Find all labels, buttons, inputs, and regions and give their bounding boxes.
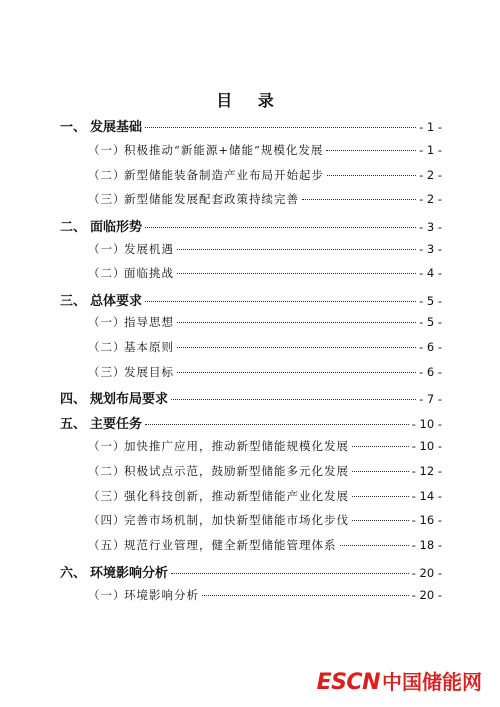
- toc-entry-number: （一）: [88, 242, 126, 256]
- toc-entry-page-number: - 20 -: [411, 588, 442, 602]
- toc-entry-page-number: - 7 -: [419, 392, 442, 406]
- toc-entry-title: 发展基础: [90, 120, 143, 135]
- toc-entry-page-number: - 5 -: [419, 315, 442, 329]
- toc-entry-title: 总体要求: [90, 294, 143, 309]
- toc-entry-number: 五、: [60, 417, 87, 432]
- toc-entry-number: （三）: [88, 365, 126, 379]
- toc-section-entry: [88, 314, 442, 330]
- toc-dot-leader: [177, 347, 416, 348]
- toc-dot-leader: [352, 496, 409, 497]
- toc-chapter-entry: [60, 388, 442, 407]
- toc-entry-number: 四、: [60, 392, 87, 407]
- toc-entry-number: 六、: [60, 566, 87, 581]
- toc-entry-page-number: - 14 -: [411, 489, 442, 503]
- toc-entry-title: 积极推动“新能源+储能”规模化发展: [124, 143, 324, 157]
- toc-entry-title: 指导思想: [124, 315, 174, 329]
- toc-dot-leader: [145, 301, 416, 302]
- toc-entry-title: 面临挑战: [124, 266, 174, 280]
- toc-entry-number: （二）: [88, 168, 126, 182]
- toc-entry-title: 规划布局要求: [90, 392, 169, 407]
- toc-dot-leader: [171, 573, 409, 574]
- toc-section-entry: [88, 488, 442, 504]
- toc-entry-page-number: - 1 -: [419, 143, 442, 157]
- toc-section-entry: [88, 512, 442, 528]
- toc-entry-number: （二）: [88, 464, 126, 478]
- toc-section-entry: [88, 265, 442, 281]
- toc-entry-page-number: - 6 -: [419, 340, 442, 354]
- toc-entry-page-number: - 12 -: [411, 464, 442, 478]
- toc-dot-leader: [202, 595, 409, 596]
- toc-entry-page-number: - 10 -: [411, 439, 442, 453]
- toc-section-entry: [88, 587, 442, 603]
- toc-dot-leader: [302, 199, 416, 200]
- toc-section-entry: [88, 142, 442, 158]
- toc-entry-page-number: - 3 -: [419, 242, 442, 256]
- toc-dot-leader: [145, 127, 416, 128]
- toc-entry-title: 规范行业管理，健全新型储能管理体系: [124, 538, 337, 552]
- toc-entry-number: 一、: [60, 120, 87, 135]
- toc-entry-title: 环境影响分析: [90, 566, 169, 581]
- toc-entry-title: 面临形势: [90, 220, 143, 235]
- toc-chapter-entry: [60, 216, 442, 235]
- toc-entry-title: 环境影响分析: [124, 588, 199, 602]
- toc-entry-number: （二）: [88, 266, 126, 280]
- toc-entry-page-number: - 5 -: [419, 294, 442, 308]
- toc-entry-number: 二、: [60, 220, 87, 235]
- toc-dot-leader: [177, 249, 416, 250]
- toc-entry-number: （三）: [88, 489, 126, 503]
- toc-entry-title: 新型储能装备制造产业布局开始起步: [124, 168, 324, 182]
- page-title: 目 录: [216, 91, 284, 110]
- toc-entry-title: 主要任务: [90, 417, 143, 432]
- toc-entry-page-number: - 18 -: [411, 538, 442, 552]
- toc-entry-page-number: - 6 -: [419, 365, 442, 379]
- toc-entry-page-number: - 3 -: [419, 220, 442, 234]
- toc-entry-number: （二）: [88, 340, 126, 354]
- toc-entry-number: （一）: [88, 588, 126, 602]
- toc-dot-leader: [352, 446, 409, 447]
- toc-entry-page-number: - 16 -: [411, 513, 442, 527]
- toc-entry-page-number: - 1 -: [419, 120, 442, 134]
- toc-dot-leader: [326, 150, 416, 151]
- toc-entry-title: 发展机遇: [124, 242, 174, 256]
- toc-chapter-entry: [60, 290, 442, 309]
- toc-dot-leader: [177, 273, 416, 274]
- toc-entry-title: 发展目标: [124, 365, 174, 379]
- toc-entry-number: （四）: [88, 513, 126, 527]
- toc-section-entry: [88, 191, 442, 207]
- toc-dot-leader: [145, 227, 416, 228]
- toc-entry-page-number: - 2 -: [419, 168, 442, 182]
- toc-entry-number: （一）: [88, 439, 126, 453]
- toc-chapter-entry: [60, 413, 442, 432]
- escn-watermark-logo: [317, 666, 482, 695]
- toc-chapter-entry: [60, 116, 442, 135]
- toc-dot-leader: [340, 545, 409, 546]
- toc-section-entry: [88, 364, 442, 380]
- watermark-brand: ESCN: [316, 670, 380, 695]
- toc-entry-page-number: - 2 -: [419, 192, 442, 206]
- toc-entry-page-number: - 20 -: [411, 566, 442, 580]
- toc-entry-title: 积极试点示范，鼓励新型储能多元化发展: [124, 464, 349, 478]
- toc-entry-page-number: - 4 -: [419, 266, 442, 280]
- toc-dot-leader: [352, 520, 409, 521]
- toc-entry-number: 三、: [60, 294, 87, 309]
- watermark-name: 中国储能网: [382, 670, 482, 694]
- toc-entry-page-number: - 10 -: [411, 417, 442, 431]
- toc-entry-number: （三）: [88, 192, 126, 206]
- toc-entry-title: 强化科技创新，推动新型储能产业化发展: [124, 489, 349, 503]
- toc-section-entry: [88, 438, 442, 454]
- toc-entry-title: 基本原则: [124, 340, 174, 354]
- toc-entry-number: （一）: [88, 143, 126, 157]
- toc-section-entry: [88, 463, 442, 479]
- toc-chapter-entry: [60, 562, 442, 581]
- toc-entry-title: 加快推广应用，推动新型储能规模化发展: [124, 439, 349, 453]
- toc-section-entry: [88, 241, 442, 257]
- toc-entry-number: （一）: [88, 315, 126, 329]
- toc-dot-leader: [327, 175, 416, 176]
- toc-section-entry: [88, 537, 442, 553]
- toc-dot-leader: [177, 322, 416, 323]
- toc-dot-leader: [352, 471, 409, 472]
- toc-entry-title: 新型储能发展配套政策持续完善: [124, 192, 299, 206]
- toc-dot-leader: [177, 372, 416, 373]
- toc-section-entry: [88, 339, 442, 355]
- toc-section-entry: [88, 167, 442, 183]
- toc-entry-title: 完善市场机制，加快新型储能市场化步伐: [124, 513, 349, 527]
- toc-dot-leader: [171, 399, 416, 400]
- toc-entry-number: （五）: [88, 538, 126, 552]
- toc-dot-leader: [145, 424, 409, 425]
